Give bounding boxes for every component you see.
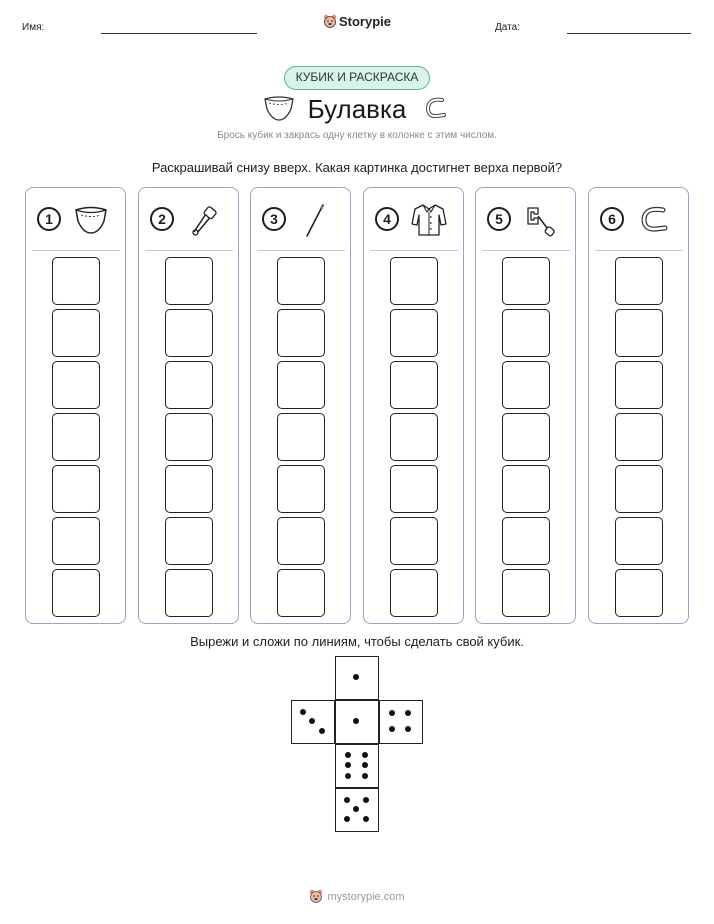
color-cell[interactable] <box>502 361 550 409</box>
color-cell[interactable] <box>502 309 550 357</box>
color-cell[interactable] <box>390 413 438 461</box>
date-line[interactable] <box>567 33 691 34</box>
color-cell[interactable] <box>277 413 325 461</box>
dice-face-1 <box>335 700 379 744</box>
color-cell[interactable] <box>165 569 213 617</box>
color-cell[interactable] <box>502 517 550 565</box>
footer <box>0 889 714 903</box>
column-1 <box>25 187 126 624</box>
activity-badge: КУБИК И РАСКРАСКА <box>284 66 430 90</box>
color-cell[interactable] <box>277 465 325 513</box>
dice-face-5 <box>335 788 379 832</box>
color-cell[interactable] <box>502 465 550 513</box>
color-cell[interactable] <box>615 361 663 409</box>
name-line[interactable] <box>101 33 257 34</box>
pip <box>353 806 359 812</box>
pip <box>300 709 306 715</box>
pip <box>319 728 325 734</box>
diaper-icon <box>72 202 110 238</box>
color-cell[interactable] <box>277 257 325 305</box>
color-cell[interactable] <box>390 465 438 513</box>
brand-logo <box>0 14 714 29</box>
pip <box>389 710 395 716</box>
column-divider <box>482 250 570 251</box>
pip <box>353 674 359 680</box>
pip <box>344 797 350 803</box>
column-divider <box>145 250 233 251</box>
color-cell[interactable] <box>52 465 100 513</box>
magnet-icon <box>423 96 449 120</box>
name-label: Имя: <box>22 22 45 33</box>
color-cell[interactable] <box>390 309 438 357</box>
dice-face-1 <box>335 656 379 700</box>
column-divider <box>32 250 120 251</box>
column-divider <box>595 250 683 251</box>
column-2 <box>138 187 239 624</box>
shirt-icon <box>410 202 448 238</box>
color-cell[interactable] <box>277 517 325 565</box>
page-title: Булавка <box>307 94 407 124</box>
color-cell[interactable] <box>277 569 325 617</box>
color-cell[interactable] <box>52 257 100 305</box>
color-cell[interactable] <box>502 569 550 617</box>
color-cell[interactable] <box>52 361 100 409</box>
column-number: 6 <box>600 207 624 231</box>
pip <box>309 718 315 724</box>
brand-name: Storypie <box>338 14 391 29</box>
pip <box>362 752 368 758</box>
column-divider <box>257 250 345 251</box>
pip <box>362 762 368 768</box>
pip <box>345 762 351 768</box>
color-cell[interactable] <box>52 309 100 357</box>
column-number: 5 <box>487 207 511 231</box>
color-cell[interactable] <box>615 465 663 513</box>
color-cell[interactable] <box>165 413 213 461</box>
color-cell[interactable] <box>615 309 663 357</box>
sewing-needle-icon <box>297 202 335 238</box>
instruction: Раскрашивай снизу вверх. Какая картинка достигнет верха первой? <box>151 160 563 175</box>
pip <box>405 726 411 732</box>
date-label: Дата: <box>495 22 520 33</box>
color-cell[interactable] <box>390 361 438 409</box>
column-divider <box>370 250 458 251</box>
color-cell[interactable] <box>165 361 213 409</box>
color-cell[interactable] <box>615 257 663 305</box>
column-6 <box>588 187 689 624</box>
color-cell[interactable] <box>502 257 550 305</box>
column-number: 2 <box>150 207 174 231</box>
pip <box>363 816 369 822</box>
column-number: 3 <box>262 207 286 231</box>
dice-face-4 <box>379 700 423 744</box>
color-cell[interactable] <box>52 569 100 617</box>
color-cell[interactable] <box>277 309 325 357</box>
dice-face-3 <box>291 700 335 744</box>
color-cell[interactable] <box>165 309 213 357</box>
safety-pin-icon <box>185 202 223 238</box>
color-cell[interactable] <box>277 361 325 409</box>
pip <box>345 773 351 779</box>
cut-instruction: Вырежи и сложи по линиям, чтобы сделать свой кубик. <box>190 634 524 649</box>
magnet-icon <box>635 202 673 238</box>
color-cell[interactable] <box>52 413 100 461</box>
pip <box>405 710 411 716</box>
pip <box>344 816 350 822</box>
column-4 <box>363 187 464 624</box>
column-3 <box>250 187 351 624</box>
color-cell[interactable] <box>165 257 213 305</box>
footer-url[interactable]: mystorypie.com <box>327 891 405 903</box>
pip <box>345 752 351 758</box>
bear-icon <box>309 889 323 903</box>
clamp-icon <box>522 202 560 238</box>
color-cell[interactable] <box>165 517 213 565</box>
color-cell[interactable] <box>390 517 438 565</box>
pip <box>362 773 368 779</box>
dice-face-6 <box>335 744 379 788</box>
color-cell[interactable] <box>390 569 438 617</box>
pip <box>353 718 359 724</box>
pip <box>389 726 395 732</box>
subtitle: Брось кубик и закрась одну клетку в колонке с этим числом. <box>217 130 497 141</box>
bear-icon <box>323 14 337 28</box>
color-cell[interactable] <box>615 413 663 461</box>
color-cell[interactable] <box>615 569 663 617</box>
column-number: 4 <box>375 207 399 231</box>
color-cell[interactable] <box>52 517 100 565</box>
pip <box>363 797 369 803</box>
color-cell[interactable] <box>615 517 663 565</box>
color-cell[interactable] <box>165 465 213 513</box>
column-number: 1 <box>37 207 61 231</box>
column-5 <box>475 187 576 624</box>
color-cell[interactable] <box>502 413 550 461</box>
color-cell[interactable] <box>390 257 438 305</box>
